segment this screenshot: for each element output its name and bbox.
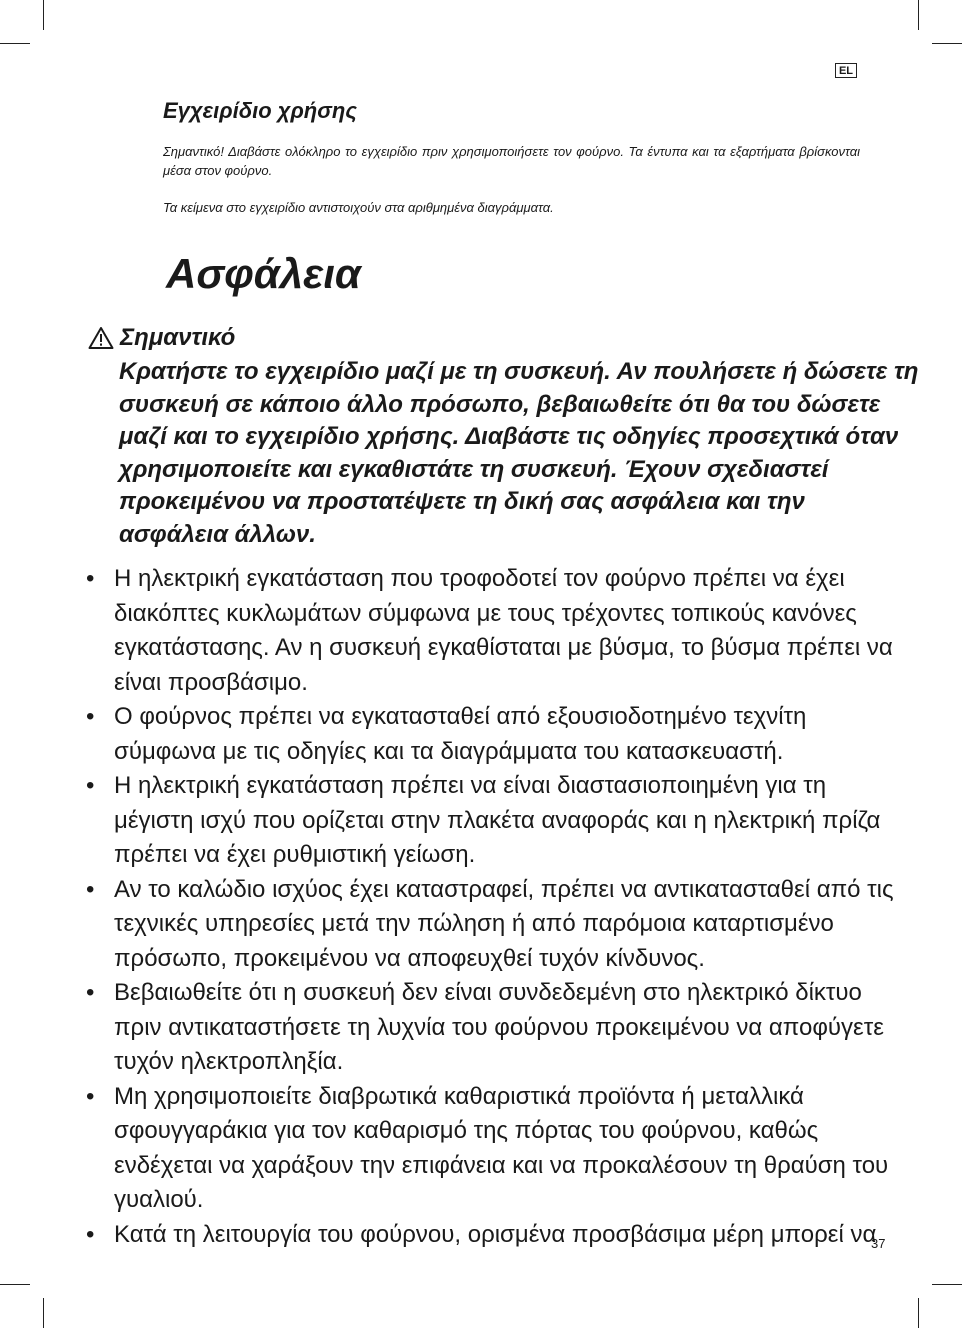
crop-mark (43, 1298, 44, 1328)
diagram-note: Τα κείμενα στο εγχειρίδιο αντιστοιχούν στα αριθμημένα διαγράμματα. (163, 200, 554, 215)
bullet-icon: • (86, 565, 95, 592)
list-item (86, 1080, 906, 1218)
intro-paragraph: Σημαντικό! Διαβάστε ολόκληρο το εγχειρίδιο πριν χρησιμοποιήσετε τον φούρνο. Τα έντυπα και τα εξαρτήματα βρίσκονται μέσα στον φούρνο. (163, 144, 860, 178)
list-item (86, 700, 906, 769)
list-item-text: Βεβαιωθείτε ότι η συσκευή δεν είναι συνδεδεμένη στο ηλεκτρικό δίκτυο πριν αντικαταστήσετε τη λυχνία του φούρνου προκειμένου να αποφύγετε τυχόν ηλεκτροπληξία. (114, 979, 884, 1075)
bullet-icon: • (86, 1082, 95, 1110)
bullet-icon: • (86, 703, 95, 730)
manual-title: Εγχειρίδιο χρήσης (163, 98, 357, 123)
warning-triangle-icon (88, 326, 114, 350)
list-item-text: Αν το καλώδιο ισχύος έχει καταστραφεί, πρέπει να αντικατασταθεί από τις τεχνικές υπηρεσίες μετά την πώληση ή από παρόμοια καταρτισμένο πρόσωπο, προκειμένου να αποφευχθεί τυχόν κίνδυνος. (114, 875, 894, 972)
list-item-text: Η ηλεκτρική εγκατάσταση πρέπει να είναι διαστασιοποιημένη για τη μέγιστη ισχύ που ορίζεται στην πλακέτα αναφοράς και η ηλεκτρική πρίζα πρέπει να έχει ρυθμιστική γείωση. (114, 772, 881, 868)
list-item (86, 1218, 906, 1253)
list-item-text: Ο φούρνος πρέπει να εγκατασταθεί από εξουσιοδοτημένο τεχνίτη σύμφωνα με τις οδηγίες και τα διαγράμματα του κατασκευαστή. (114, 703, 807, 765)
section-title: Ασφάλεια (166, 250, 361, 297)
list-item (86, 562, 906, 700)
list-item-text: Κατά τη λειτουργία του φούρνου, ορισμένα προσβάσιμα μέρη μπορεί να (114, 1220, 877, 1248)
list-item-text: Η ηλεκτρική εγκατάσταση που τροφοδοτεί τον φούρνο πρέπει να έχει διακόπτες κυκλωμάτων σύμφωνα με τους τρέχοντες τοπικούς κανόνες εγκατάστασης. Αν η συσκευή εγκαθίσταται με βύσμα, το βύσμα πρέπει να είναι προσβάσιμο. (114, 565, 893, 696)
crop-mark (0, 43, 30, 44)
crop-mark (918, 1298, 919, 1328)
crop-mark (918, 0, 919, 30)
warning-heading-label: Σημαντικό (120, 324, 236, 351)
list-item (86, 769, 906, 873)
bullet-icon: • (86, 875, 95, 903)
crop-mark (0, 1284, 30, 1285)
list-item (86, 873, 906, 977)
warning-heading (88, 324, 235, 352)
list-item-text: Μη χρησιμοποιείτε διαβρωτικά καθαριστικά προϊόντα ή μεταλλικά σφουγγαράκια για τον καθαρισμό της πόρτας του φούρνου, καθώς ενδέχεται να χαράξουν την επιφάνεια και να προκαλέσουν τη θραύση του γυαλιού. (114, 1082, 889, 1213)
bullet-icon: • (86, 979, 95, 1006)
crop-mark (932, 1284, 962, 1285)
crop-mark (43, 0, 44, 30)
crop-mark (932, 43, 962, 44)
page-number: 37 (871, 1236, 886, 1251)
list-item (86, 976, 906, 1080)
bullet-icon: • (86, 772, 95, 799)
safety-list (86, 562, 906, 1252)
warning-text: Κρατήστε το εγχειρίδιο μαζί με τη συσκευή. Αν πουλήσετε ή δώσετε τη συσκευή σε κάποιο άλλο πρόσωπο, βεβαιωθείτε ότι θα του δώσετε μαζί και το εγχειρίδιο χρήσης. Διαβάστε τις οδηγίες προσεχτικά όταν χρησιμοποιείτε και εγκαθιστάτε τη συσκευή. Έχουν σχεδιαστεί προκειμένου να προστατέψετε τη δική σας ασφάλεια και την ασφάλεια άλλων. (119, 358, 919, 548)
language-badge: EL (835, 63, 857, 78)
bullet-icon: • (86, 1220, 95, 1248)
